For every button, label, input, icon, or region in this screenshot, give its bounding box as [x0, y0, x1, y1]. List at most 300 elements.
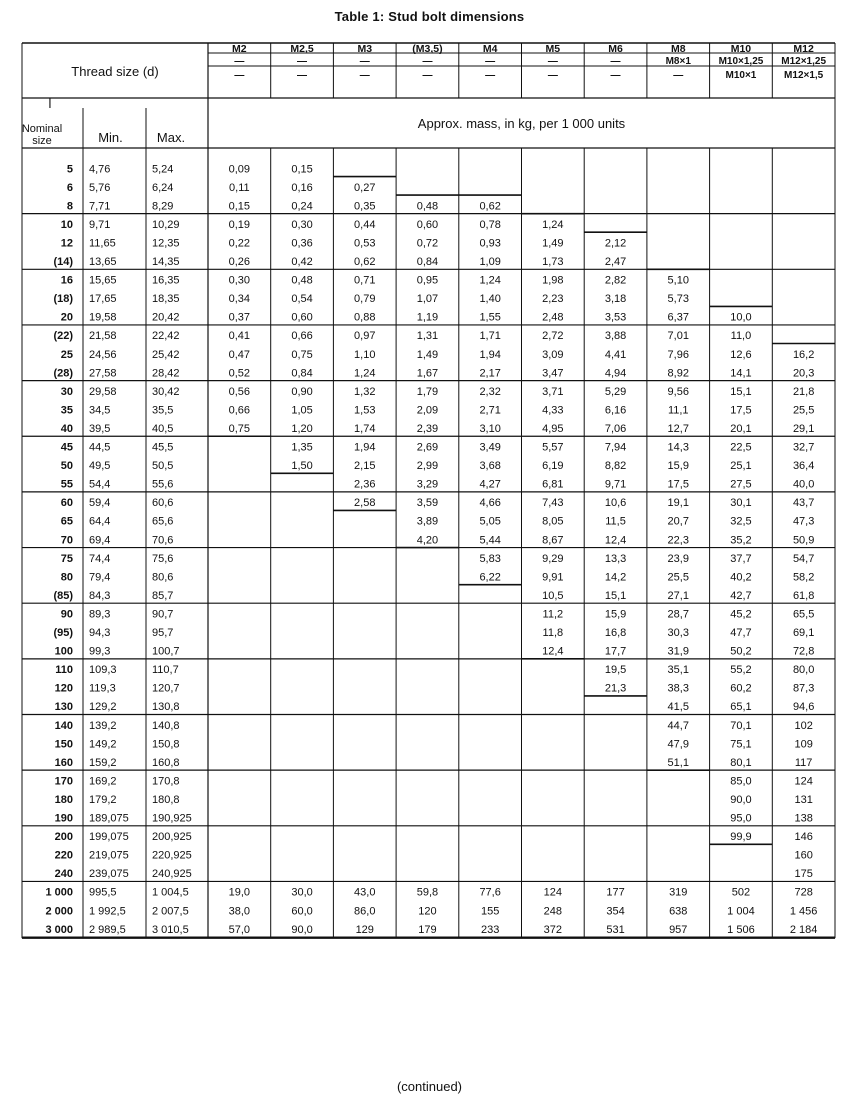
- length-min-cell: 54,4: [89, 478, 111, 491]
- length-max-cell: 5,24: [152, 163, 174, 176]
- length-max-cell: 30,42: [152, 385, 180, 398]
- mass-cell: 372: [543, 923, 563, 936]
- length-min-cell: 89,3: [89, 608, 111, 621]
- mass-cell: 5,83: [479, 552, 501, 565]
- length-max-cell: 110,7: [152, 664, 179, 677]
- nominal-size-cell: 170: [54, 775, 73, 788]
- mass-cell: 0,56: [228, 385, 251, 398]
- mass-cell: 0,44: [354, 218, 376, 231]
- col-header-fine2: —: [673, 70, 684, 81]
- mass-cell: 2,32: [479, 385, 501, 398]
- nominal-size-cell: 40: [60, 422, 73, 435]
- mass-cell: 0,90: [291, 385, 313, 398]
- mass-cell: 9,71: [604, 478, 627, 491]
- mass-cell: 15,9: [604, 608, 627, 621]
- mass-cell: 0,60: [291, 311, 313, 324]
- mass-cell: 354: [606, 905, 625, 918]
- mass-cell: 17,5: [730, 404, 752, 417]
- mass-cell: 0,19: [228, 218, 251, 231]
- mass-caption: Approx. mass, in kg, per 1 000 units: [417, 116, 626, 131]
- length-max-cell: 70,6: [152, 534, 174, 547]
- col-header-fine2: —: [359, 70, 370, 81]
- col-header-fine1: —: [547, 56, 558, 67]
- length-max-cell: 6,24: [152, 181, 174, 194]
- mass-cell: 2,71: [479, 404, 501, 417]
- length-max-cell: 14,35: [152, 256, 180, 269]
- mass-cell: 0,66: [291, 330, 313, 343]
- mass-cell: 2,36: [354, 478, 376, 491]
- mass-cell: 4,20: [416, 534, 439, 547]
- mass-cell: 1,20: [291, 422, 313, 435]
- mass-cell: 20,1: [730, 422, 752, 435]
- nominal-size-cell: 160: [54, 756, 73, 769]
- mass-cell: 32,7: [792, 441, 815, 454]
- min-label: Min.: [98, 130, 123, 145]
- mass-cell: 1,24: [542, 218, 564, 231]
- nominal-size-cell: 10: [60, 218, 73, 231]
- mass-cell: 1,05: [291, 404, 313, 417]
- mass-cell: 40,2: [730, 571, 752, 584]
- mass-cell: 3,47: [542, 367, 564, 380]
- mass-cell: 17,5: [667, 478, 689, 491]
- length-min-cell: 995,5: [89, 886, 117, 899]
- mass-cell: 44,7: [667, 719, 689, 732]
- mass-cell: 9,29: [542, 552, 564, 565]
- length-min-cell: 99,3: [89, 645, 111, 658]
- col-header-fine1: M10×1,25: [718, 56, 764, 67]
- length-min-cell: 179,2: [89, 793, 117, 806]
- mass-cell: 51,1: [667, 756, 689, 769]
- nominal-size-cell: 150: [54, 738, 73, 751]
- mass-cell: 0,97: [354, 330, 376, 343]
- mass-cell: 0,84: [291, 367, 313, 380]
- mass-cell: 37,7: [730, 552, 752, 565]
- col-header-fine2: —: [610, 70, 621, 81]
- mass-cell: 69,1: [792, 627, 815, 640]
- mass-cell: 3,53: [604, 311, 627, 324]
- nominal-size-cell: 240: [54, 868, 73, 881]
- mass-cell: 36,4: [792, 460, 815, 473]
- mass-cell: 2,82: [604, 274, 627, 287]
- col-header-coarse: M2,5: [290, 43, 314, 55]
- length-max-cell: 60,6: [152, 497, 174, 510]
- mass-cell: 0,16: [291, 181, 313, 194]
- length-min-cell: 159,2: [89, 756, 117, 769]
- mass-cell: 3,29: [416, 478, 439, 491]
- nominal-size-cell: 140: [54, 719, 73, 732]
- col-header-coarse: M4: [482, 43, 498, 55]
- mass-cell: 1 506: [727, 923, 755, 936]
- mass-cell: 19,0: [228, 886, 251, 899]
- length-min-cell: 39,5: [89, 422, 111, 435]
- mass-cell: 19,5: [604, 664, 627, 677]
- length-min-cell: 149,2: [89, 738, 117, 751]
- mass-cell: 1,49: [542, 237, 564, 250]
- mass-cell: 40,0: [792, 478, 815, 491]
- mass-cell: 1,74: [354, 422, 376, 435]
- nominal-size-cell: 200: [54, 831, 73, 844]
- nominal-size-cell: 8: [66, 200, 73, 213]
- nominal-size-cell: 120: [54, 682, 73, 695]
- length-min-cell: 2 989,5: [89, 923, 126, 936]
- mass-cell: 35,2: [730, 534, 752, 547]
- mass-cell: 175: [794, 868, 813, 881]
- nominal-size-cell: 2 000: [45, 905, 73, 918]
- nominal-size-cell: 16: [60, 274, 73, 287]
- mass-cell: 99,9: [730, 831, 752, 844]
- mass-cell: 5,29: [604, 385, 627, 398]
- col-header-coarse: (M3,5): [412, 43, 443, 55]
- length-min-cell: 49,5: [89, 460, 111, 473]
- mass-cell: 146: [794, 831, 813, 844]
- mass-cell: 7,96: [667, 348, 689, 361]
- mass-cell: 502: [731, 886, 751, 899]
- mass-cell: 72,8: [792, 645, 815, 658]
- mass-cell: 131: [794, 793, 813, 806]
- mass-cell: 1,53: [354, 404, 376, 417]
- length-max-cell: 2 007,5: [152, 905, 189, 918]
- mass-cell: 54,7: [792, 552, 815, 565]
- length-min-cell: 79,4: [89, 571, 111, 584]
- mass-cell: 0,30: [228, 274, 251, 287]
- mass-cell: 57,0: [228, 923, 251, 936]
- max-label: Max.: [156, 130, 186, 145]
- mass-cell: 4,33: [542, 404, 564, 417]
- mass-cell: 11,0: [730, 330, 752, 343]
- length-max-cell: 16,35: [152, 274, 180, 287]
- mass-cell: 22,3: [667, 534, 689, 547]
- mass-cell: 0,09: [228, 163, 251, 176]
- length-max-cell: 80,6: [152, 571, 174, 584]
- mass-cell: 2 184: [789, 923, 818, 936]
- mass-cell: 0,88: [354, 311, 376, 324]
- length-max-cell: 95,7: [152, 627, 174, 640]
- length-min-cell: 219,075: [89, 849, 129, 862]
- length-min-cell: 119,3: [89, 682, 116, 695]
- mass-cell: 85,0: [730, 775, 752, 788]
- col-header-coarse: M3: [357, 43, 373, 55]
- mass-cell: 60,0: [291, 905, 313, 918]
- length-max-cell: 25,42: [152, 348, 180, 361]
- length-min-cell: 21,58: [89, 330, 117, 343]
- length-max-cell: 140,8: [152, 719, 180, 732]
- length-max-cell: 90,7: [152, 608, 174, 621]
- mass-cell: 957: [669, 923, 688, 936]
- mass-cell: 0,34: [228, 293, 251, 306]
- mass-cell: 0,78: [479, 218, 501, 231]
- mass-cell: 7,94: [604, 441, 627, 454]
- mass-cell: 129: [355, 923, 374, 936]
- col-header-coarse: M8: [670, 43, 686, 55]
- length-max-cell: 200,925: [152, 831, 192, 844]
- mass-cell: 179: [418, 923, 437, 936]
- length-min-cell: 84,3: [89, 589, 111, 602]
- mass-cell: 0,48: [416, 200, 439, 213]
- length-min-cell: 7,71: [89, 200, 111, 213]
- mass-cell: 3,18: [604, 293, 627, 306]
- mass-cell: 6,37: [667, 311, 689, 324]
- mass-cell: 2,99: [416, 460, 439, 473]
- mass-cell: 1,31: [416, 330, 439, 343]
- mass-cell: 0,48: [291, 274, 313, 287]
- mass-cell: 65,1: [730, 701, 752, 714]
- mass-cell: 35,1: [667, 664, 689, 677]
- mass-cell: 1,73: [542, 256, 564, 269]
- nominal-size-cell: (14): [53, 256, 73, 269]
- col-header-fine1: —: [297, 56, 308, 67]
- nominal-size-cell: 90: [60, 608, 73, 621]
- mass-cell: 14,2: [604, 571, 627, 584]
- mass-cell: 0,30: [291, 218, 313, 231]
- col-header-coarse: M2: [232, 43, 247, 55]
- length-max-cell: 20,42: [152, 311, 180, 324]
- length-max-cell: 120,7: [152, 682, 180, 695]
- mass-cell: 0,52: [228, 367, 251, 380]
- nominal-size-cell: 35: [60, 404, 73, 417]
- col-header-fine1: —: [359, 56, 370, 67]
- mass-cell: 9,91: [542, 571, 564, 584]
- mass-cell: 61,8: [792, 589, 815, 602]
- mass-cell: 15,9: [667, 460, 689, 473]
- length-min-cell: 109,3: [89, 664, 117, 677]
- mass-cell: 23,9: [667, 552, 689, 565]
- mass-cell: 3,49: [479, 441, 501, 454]
- mass-cell: 0,60: [416, 218, 439, 231]
- mass-cell: 1,40: [479, 293, 501, 306]
- mass-cell: 55,2: [730, 664, 752, 677]
- mass-cell: 1,94: [354, 441, 376, 454]
- mass-cell: 80,1: [730, 756, 752, 769]
- mass-cell: 2,69: [416, 441, 439, 454]
- nominal-size-cell: 75: [60, 552, 73, 565]
- mass-cell: 42,7: [730, 589, 752, 602]
- mass-cell: 8,05: [542, 515, 564, 528]
- mass-cell: 0,35: [354, 200, 376, 213]
- mass-cell: 11,2: [542, 608, 564, 621]
- mass-cell: 155: [480, 905, 500, 918]
- mass-cell: 4,94: [604, 367, 627, 380]
- mass-cell: 531: [606, 923, 625, 936]
- mass-cell: 20,7: [667, 515, 689, 528]
- mass-cell: 94,6: [792, 701, 815, 714]
- mass-cell: 11,5: [605, 515, 626, 528]
- mass-cell: 0,62: [479, 200, 501, 213]
- mass-cell: 4,66: [479, 497, 501, 510]
- mass-cell: 138: [794, 812, 813, 825]
- mass-cell: 5,05: [479, 515, 501, 528]
- mass-cell: 0,24: [291, 200, 313, 213]
- mass-cell: 45,2: [730, 608, 752, 621]
- nominal-label: size: [32, 135, 52, 147]
- nominal-size-cell: 20: [60, 311, 73, 324]
- mass-cell: 7,06: [604, 422, 627, 435]
- mass-cell: 30,1: [730, 497, 752, 510]
- mass-cell: 19,1: [667, 497, 689, 510]
- mass-cell: 0,75: [291, 348, 313, 361]
- length-min-cell: 19,58: [89, 311, 117, 324]
- mass-cell: 124: [794, 775, 813, 788]
- col-header-coarse: M10: [730, 43, 752, 55]
- mass-cell: 2,09: [416, 404, 439, 417]
- mass-cell: 12,4: [604, 534, 627, 547]
- mass-cell: 6,81: [542, 478, 564, 491]
- col-header-fine1: —: [234, 56, 245, 67]
- col-header-fine2: —: [234, 70, 245, 81]
- mass-cell: 21,8: [792, 385, 815, 398]
- length-max-cell: 130,8: [152, 701, 180, 714]
- mass-cell: 0,27: [354, 181, 376, 194]
- mass-cell: 638: [669, 905, 688, 918]
- length-max-cell: 170,8: [152, 775, 180, 788]
- mass-cell: 43,7: [792, 497, 815, 510]
- mass-cell: 16,2: [792, 348, 815, 361]
- mass-cell: 21,3: [604, 682, 627, 695]
- mass-cell: 0,22: [228, 237, 251, 250]
- nominal-size-cell: 70: [60, 534, 73, 547]
- mass-cell: 4,41: [604, 348, 627, 361]
- mass-cell: 12,7: [667, 422, 689, 435]
- nominal-size-cell: 25: [60, 348, 73, 361]
- length-min-cell: 11,65: [89, 237, 116, 250]
- mass-cell: 6,22: [479, 571, 501, 584]
- nominal-size-cell: 55: [60, 478, 73, 491]
- mass-cell: 6,16: [604, 404, 627, 417]
- mass-cell: 2,72: [542, 330, 564, 343]
- mass-cell: 6,19: [542, 460, 564, 473]
- length-min-cell: 239,075: [89, 868, 129, 881]
- mass-cell: 58,2: [792, 571, 815, 584]
- mass-cell: 248: [543, 905, 563, 918]
- mass-cell: 1,24: [354, 367, 376, 380]
- length-max-cell: 3 010,5: [152, 923, 189, 936]
- length-min-cell: 139,2: [89, 719, 117, 732]
- mass-cell: 20,3: [792, 367, 815, 380]
- col-header-fine2: M12×1,5: [784, 70, 824, 81]
- mass-cell: 12,4: [542, 645, 564, 658]
- col-header-fine2: —: [297, 70, 308, 81]
- mass-cell: 11,8: [542, 627, 564, 640]
- length-min-cell: 24,56: [89, 348, 117, 361]
- mass-cell: 8,82: [604, 460, 627, 473]
- nominal-size-cell: 12: [60, 237, 73, 250]
- mass-cell: 120: [418, 905, 437, 918]
- length-min-cell: 4,76: [89, 163, 111, 176]
- mass-cell: 90,0: [291, 923, 313, 936]
- mass-cell: 3,89: [416, 515, 439, 528]
- mass-cell: 0,66: [228, 404, 251, 417]
- mass-cell: 32,5: [730, 515, 752, 528]
- length-max-cell: 40,5: [152, 422, 174, 435]
- mass-cell: 0,41: [228, 330, 251, 343]
- length-max-cell: 35,5: [152, 404, 174, 417]
- mass-cell: 1,09: [479, 256, 501, 269]
- mass-cell: 50,9: [792, 534, 815, 547]
- mass-cell: 319: [669, 886, 688, 899]
- mass-cell: 10,6: [604, 497, 627, 510]
- mass-cell: 2,17: [479, 367, 501, 380]
- mass-cell: 9,56: [667, 385, 689, 398]
- length-max-cell: 65,6: [152, 515, 174, 528]
- mass-cell: 25,5: [792, 404, 815, 417]
- mass-cell: 0,75: [228, 422, 251, 435]
- mass-cell: 7,01: [667, 330, 689, 343]
- nominal-size-cell: 220: [54, 849, 73, 862]
- length-min-cell: 27,58: [89, 367, 117, 380]
- mass-cell: 1 456: [789, 905, 818, 918]
- mass-cell: 25,5: [667, 571, 689, 584]
- mass-cell: 59,8: [416, 886, 439, 899]
- nominal-size-cell: (85): [53, 589, 73, 602]
- col-header-fine2: —: [547, 70, 558, 81]
- mass-cell: 124: [543, 886, 563, 899]
- mass-cell: 5,44: [479, 534, 501, 547]
- col-header-fine1: —: [485, 56, 496, 67]
- mass-cell: 2,23: [542, 293, 564, 306]
- length-min-cell: 64,4: [89, 515, 111, 528]
- mass-cell: 95,0: [730, 812, 752, 825]
- mass-cell: 1 004: [727, 905, 755, 918]
- mass-cell: 0,54: [291, 293, 313, 306]
- nominal-size-cell: 110: [55, 664, 73, 677]
- mass-cell: 2,39: [416, 422, 439, 435]
- nominal-size-cell: 1 000: [45, 886, 73, 899]
- mass-cell: 1,94: [479, 348, 501, 361]
- mass-cell: 27,1: [667, 589, 689, 602]
- mass-cell: 90,0: [730, 793, 752, 806]
- mass-cell: 16,8: [604, 627, 627, 640]
- mass-cell: 0,84: [416, 256, 439, 269]
- mass-cell: 5,73: [667, 293, 689, 306]
- nominal-size-cell: 130: [54, 701, 73, 714]
- nominal-size-cell: (22): [53, 330, 73, 343]
- mass-cell: 728: [794, 886, 813, 899]
- length-min-cell: 9,71: [89, 218, 111, 231]
- mass-cell: 10,5: [542, 589, 564, 602]
- mass-cell: 43,0: [354, 886, 376, 899]
- mass-cell: 2,12: [604, 237, 627, 250]
- mass-cell: 1,10: [354, 348, 376, 361]
- length-min-cell: 34,5: [89, 404, 111, 417]
- mass-cell: 0,37: [228, 311, 251, 324]
- nominal-size-cell: 190: [54, 812, 73, 825]
- col-header-coarse: M5: [545, 43, 561, 55]
- mass-cell: 0,47: [228, 348, 251, 361]
- mass-cell: 30,0: [291, 886, 313, 899]
- nominal-size-cell: 50: [60, 460, 73, 473]
- mass-cell: 0,11: [229, 181, 250, 194]
- nominal-size-cell: 30: [60, 385, 73, 398]
- mass-cell: 2,47: [604, 256, 627, 269]
- length-max-cell: 180,8: [152, 793, 180, 806]
- mass-cell: 3,71: [542, 385, 564, 398]
- mass-cell: 13,3: [604, 552, 627, 565]
- mass-cell: 1,32: [354, 385, 376, 398]
- mass-cell: 1,79: [416, 385, 439, 398]
- mass-cell: 75,1: [730, 738, 752, 751]
- length-min-cell: 189,075: [89, 812, 129, 825]
- mass-cell: 0,42: [291, 256, 313, 269]
- mass-cell: 10,0: [730, 311, 752, 324]
- length-min-cell: 15,65: [89, 274, 117, 287]
- mass-cell: 5,10: [667, 274, 689, 287]
- mass-cell: 80,0: [792, 664, 815, 677]
- mass-cell: 3,09: [542, 348, 564, 361]
- nominal-label: Nominal: [21, 123, 63, 135]
- thread-size-label: Thread size (d): [71, 64, 159, 79]
- mass-cell: 29,1: [792, 422, 815, 435]
- mass-cell: 31,9: [667, 645, 689, 658]
- length-min-cell: 69,4: [89, 534, 111, 547]
